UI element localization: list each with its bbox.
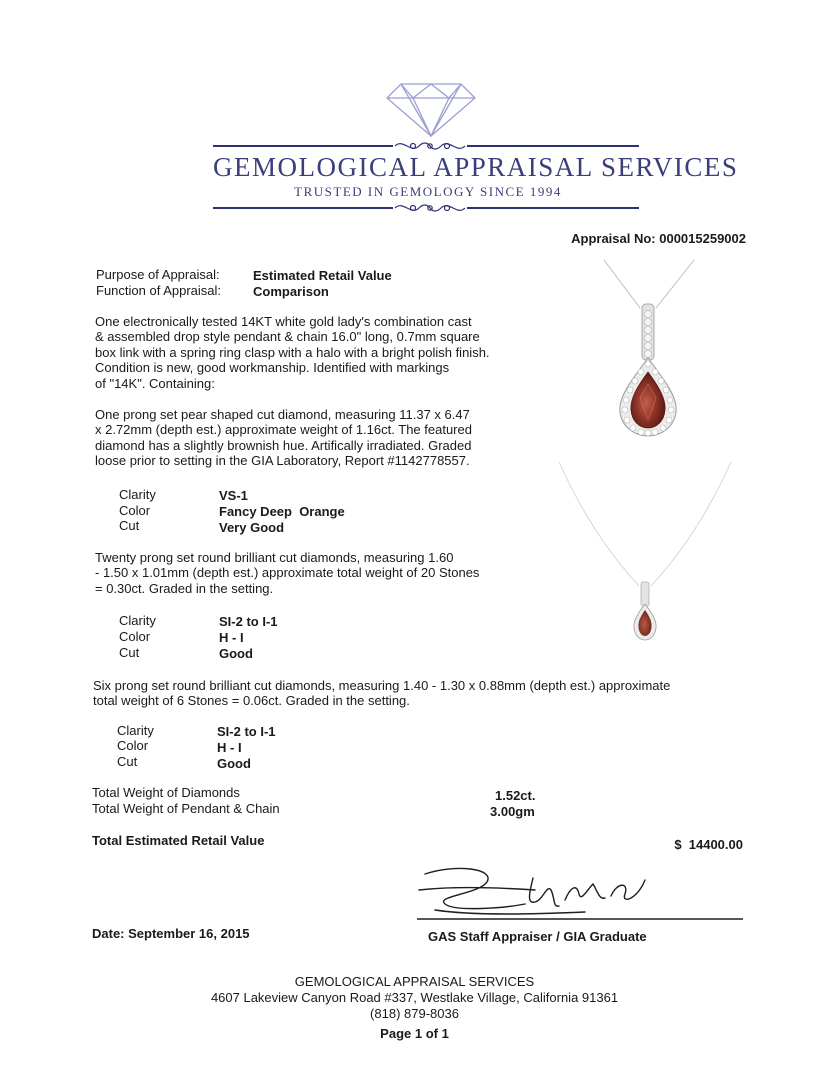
stone2-cut-value: Good [219,646,253,661]
stone1-line: diamond has a slightly brownish hue. Artifically irradiated. Graded [95,437,472,453]
description-line: One electronically tested 14KT white gold lady's combination cast [95,314,472,329]
stone1-clarity-label: Clarity [119,487,156,502]
stone1-clarity-value: VS-1 [219,488,248,503]
stone1-cut-value: Very Good [219,520,285,535]
stone1-line: x 2.72mm (depth est.) approximate weight of 1.16ct. The featured [95,422,472,438]
company-name: GEMOLOGICAL APPRAISAL SERVICES [213,152,739,182]
description-paragraph [95,314,490,391]
stone1-line: loose prior to setting in the GIA Laboratory, Report #1142778557. [95,453,470,469]
total-pendant-label: Total Weight of Pendant & Chain [92,801,280,816]
purpose-value: Estimated Retail Value [253,268,392,283]
header-rule-bottom-left [213,207,393,209]
stone2-line: = 0.30ct. Graded in the setting. [95,580,274,596]
stone2-clarity-label: Clarity [119,613,156,628]
stone1-color-value: Fancy Deep Orange [219,504,345,519]
stone2-paragraph [95,550,479,596]
stone2-color-value: H - I [219,630,244,645]
stone3-clarity-value: SI-2 to I-1 [217,724,276,739]
header-rule-bottom-right [467,207,639,209]
description-line: box link with a spring ring clasp with a halo with a bright polish finish. [95,344,490,360]
description-line: of "14K". Containing: [95,375,215,391]
stone2-color-label: Color [119,629,151,644]
stone2-line: Twenty prong set round brilliant cut diamonds, measuring 1.60 [95,550,454,565]
appraisal-number: Appraisal No: 000015259002 [571,231,746,246]
function-value: Comparison [253,284,329,299]
purpose-label: Purpose of Appraisal: [96,267,220,282]
footer-phone: (818) 879-8036 [370,1006,459,1021]
page-number: Page 1 of 1 [380,1026,449,1041]
total-retail-label: Total Estimated Retail Value [92,833,265,848]
header-rule-top-right [467,145,639,147]
total-pendant-value: 3.00gm [490,804,535,819]
appraiser-signature [415,860,745,924]
stone3-paragraph [93,678,670,709]
stone2-line: - 1.50 x 1.01mm (depth est.) approximate total weight of 20 Stones [95,565,480,581]
stone2-cut-label: Cut [119,645,140,660]
stone1-color-label: Color [119,503,151,518]
appraisal-date: Date: September 16, 2015 [92,926,250,941]
total-retail-value: $ 14400.00 [674,837,743,852]
description-line: & assembled drop style pendant & chain 16.0" long, 0.7mm square [95,329,480,345]
stone3-clarity-label: Clarity [117,723,154,738]
stone3-line: Six prong set round brilliant cut diamonds, measuring 1.40 - 1.30 x 0.88mm (depth est.) approximate [93,678,671,693]
appraiser-title: GAS Staff Appraiser / GIA Graduate [428,929,647,944]
stone1-paragraph [95,407,472,469]
stone3-line: total weight of 6 Stones = 0.06ct. Graded in the setting. [93,693,410,709]
company-tagline: TRUSTED IN GEMOLOGY SINCE 1994 [294,184,562,199]
footer-company: GEMOLOGICAL APPRAISAL SERVICES [294,974,535,989]
flourish-ornament-icon [393,198,467,218]
stone3-cut-value: Good [217,756,251,771]
diamond-icon [385,82,477,138]
header-rule-top-left [213,145,393,147]
stone2-clarity-value: SI-2 to I-1 [219,614,278,629]
stone3-color-label: Color [117,738,149,753]
total-diamonds-value: 1.52ct. [495,788,536,803]
function-label: Function of Appraisal: [96,283,222,298]
stone3-cut-label: Cut [117,754,138,769]
description-line: Condition is new, good workmanship. Identified with markings [95,360,450,376]
pendant-closeup-image [590,258,710,438]
footer-address: 4607 Lakeview Canyon Road #337, Westlake Village, California 91361 [210,990,619,1005]
pendant-with-chain-image [555,460,735,650]
stone1-cut-label: Cut [119,518,140,533]
stone3-color-value: H - I [217,740,242,755]
stone1-line: One prong set pear shaped cut diamond, measuring 11.37 x 6.47 [95,407,470,422]
total-diamonds-label: Total Weight of Diamonds [92,785,240,800]
